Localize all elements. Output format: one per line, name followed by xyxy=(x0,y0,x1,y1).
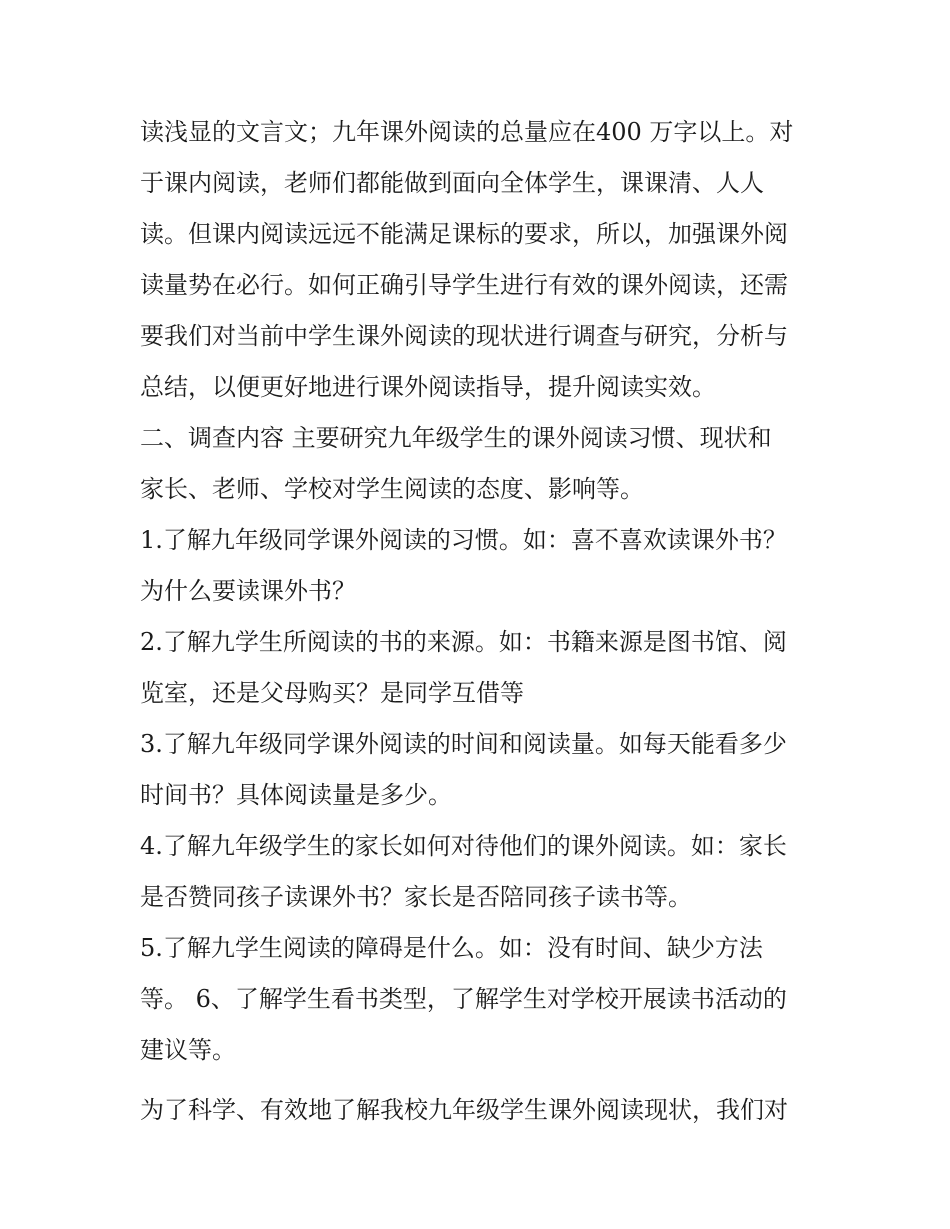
list-item-6-line-2: 建议等。 xyxy=(140,1036,236,1064)
list-item-3-line-1: 3.了解九年级同学课外阅读的时间和阅读量。如每天能看多少 xyxy=(140,730,787,758)
text-line-1: 读浅显的文言文；九年课外阅读的总量应在400 万字以上。对 xyxy=(140,118,794,146)
closing-paragraph-line-1: 为了科学、有效地了解我校九年级学生课外阅读现状，我们对 xyxy=(140,1096,788,1124)
list-item-5-6-line-2: 等。 6、了解学生看书类型，了解学生对学校开展读书活动的 xyxy=(140,985,787,1013)
text-line-6: 总结，以便更好地进行课外阅读指导，提升阅读实效。 xyxy=(140,373,716,401)
section-heading-line-2: 家长、老师、学校对学生阅读的态度、影响等。 xyxy=(140,475,644,503)
list-item-1-line-1: 1.了解九年级同学课外阅读的习惯。如：喜不喜欢读课外书？ xyxy=(140,526,787,554)
text-line-5: 要我们对当前中学生课外阅读的现状进行调查与研究，分析与 xyxy=(140,322,788,350)
list-item-3-line-2: 时间书？具体阅读量是多少。 xyxy=(140,781,452,809)
text-line-3: 读。但课内阅读远远不能满足课标的要求，所以，加强课外阅 xyxy=(140,220,788,248)
list-item-5-line-1: 5.了解九学生阅读的障碍是什么。如：没有时间、缺少方法 xyxy=(140,934,763,962)
list-item-4-line-1: 4.了解九年级学生的家长如何对待他们的课外阅读。如：家长 xyxy=(140,832,787,860)
list-item-2-line-1: 2.了解九学生所阅读的书的来源。如：书籍来源是图书馆、阅 xyxy=(140,628,787,656)
text-line-4: 读量势在必行。如何正确引导学生进行有效的课外阅读，还需 xyxy=(140,271,788,299)
list-item-4-line-2: 是否赞同孩子读课外书？家长是否陪同孩子读书等。 xyxy=(140,883,692,911)
text-line-2: 于课内阅读，老师们都能做到面向全体学生，课课清、人人 xyxy=(140,169,764,197)
list-item-1-line-2: 为什么要读课外书？ xyxy=(140,577,356,605)
section-heading-line-1: 二、调查内容 主要研究九年级学生的课外阅读习惯、现状和 xyxy=(140,424,772,452)
list-item-2-line-2: 览室，还是父母购买？是同学互借等 xyxy=(140,679,524,707)
body-text xyxy=(140,107,820,1136)
